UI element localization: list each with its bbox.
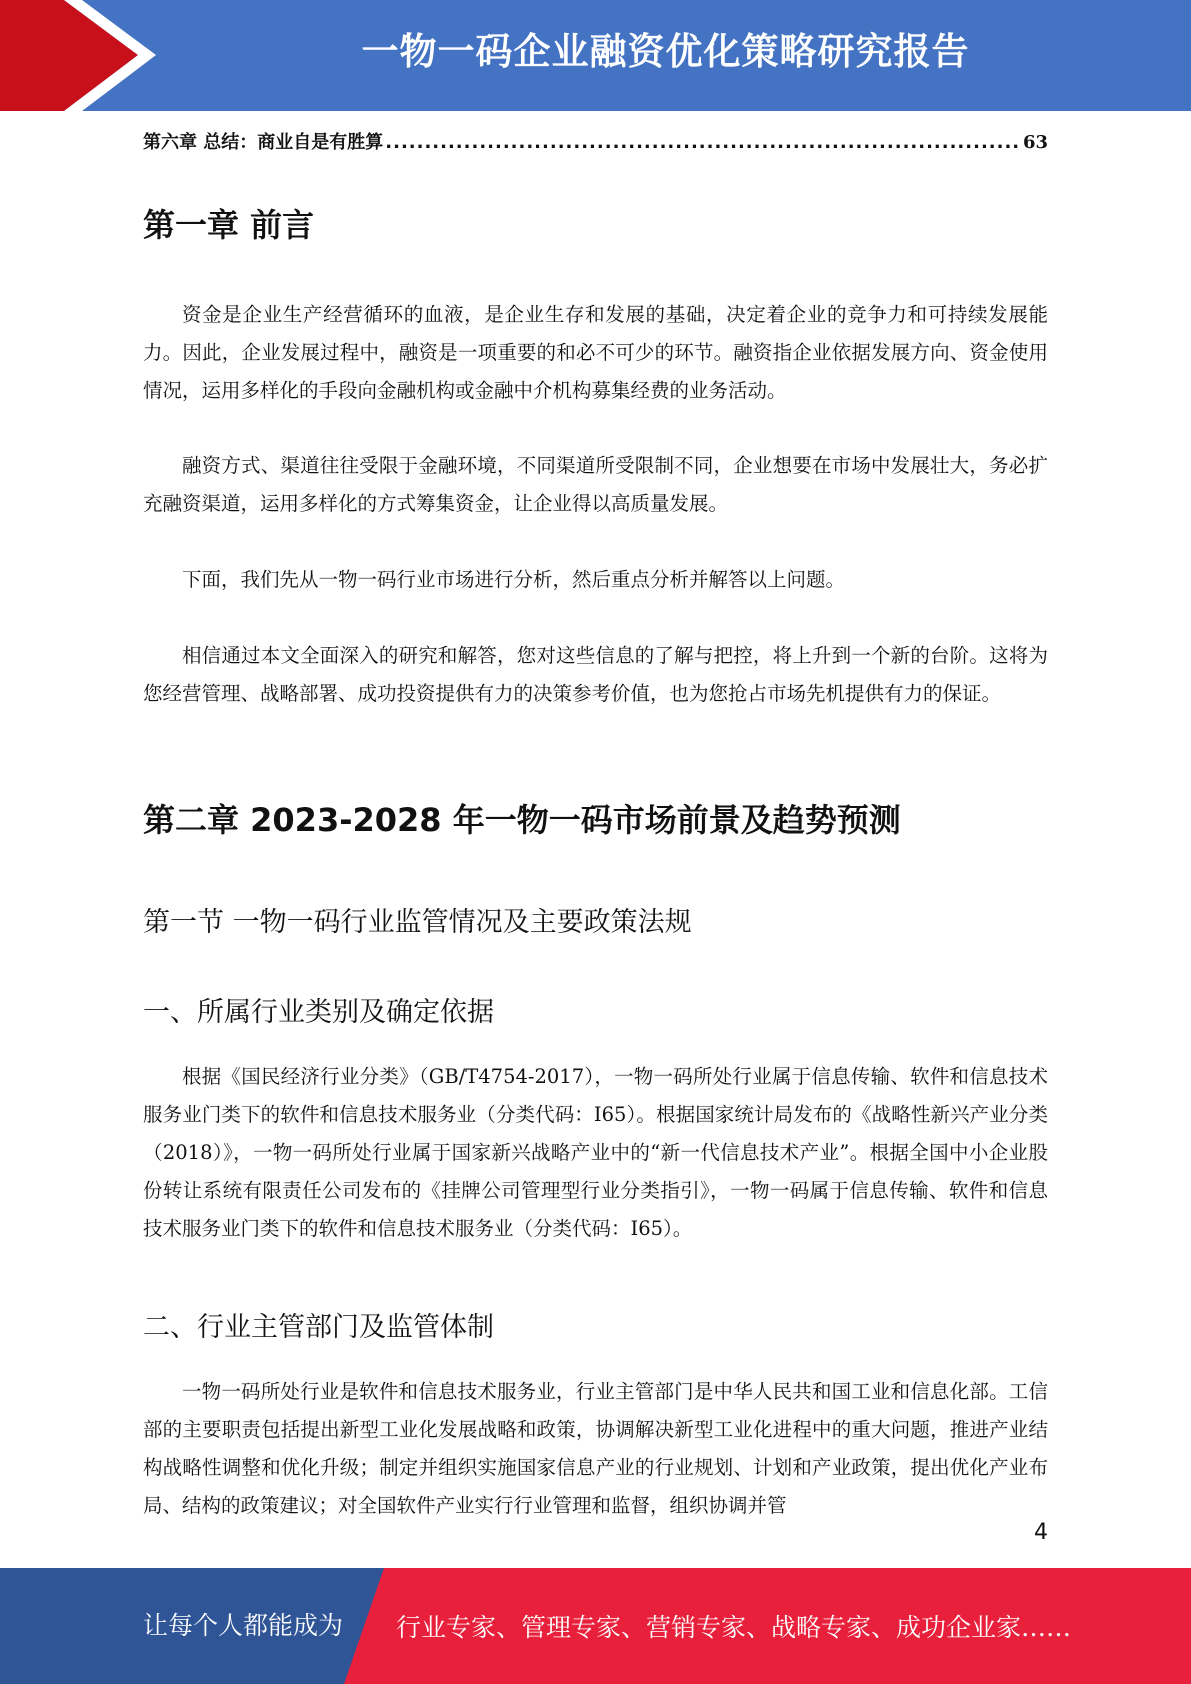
section-1-heading: 第一节 一物一码行业监管情况及主要政策法规 — [143, 907, 692, 938]
subsection-1-heading: 一、所属行业类别及确定依据 — [143, 997, 494, 1028]
header-chevron-decoration — [0, 0, 160, 111]
chapter-1-heading: 第一章 前言 — [143, 206, 315, 244]
chapter-1-paragraph-3: 下面，我们先从一物一码行业市场进行分析，然后重点分析并解答以上问题。 — [182, 568, 846, 591]
toc-entry-page: 63 — [1022, 132, 1048, 153]
subsection-2-heading: 二、行业主管部门及监管体制 — [143, 1312, 494, 1343]
chapter-1-paragraph-1: 资金是企业生产经营循环的血液，是企业生存和发展的基础，决定着企业的竞争力和可持续发展能力。因此，企业发展过程中，融资是一项重要的和必不可少的环节。融资指企业依据发展方向、资金使用情况，运用多样化的手段向金融机构或金融中介机构募集经费的业务活动。 — [143, 303, 1048, 402]
page-footer — [0, 1568, 1191, 1684]
chapter-2-heading: 第二章 2023-2028 年一物一码市场前景及趋势预测 — [143, 801, 901, 839]
page-header — [0, 0, 1191, 111]
footer-slogan-right: 行业专家、管理专家、营销专家、战略专家、成功企业家…… — [396, 1613, 1072, 1642]
footer-slogan-left: 让每个人都能成为 — [143, 1611, 344, 1640]
toc-entry[interactable] — [143, 128, 1048, 158]
chapter-1-paragraph-2: 融资方式、渠道往往受限于金融环境，不同渠道所受限制不同，企业想要在市场中发展壮大，务必扩充融资渠道，运用多样化的方式筹集资金，让企业得以高质量发展。 — [143, 454, 1048, 515]
subsection-1-paragraph: 根据《国民经济行业分类》（GB/T4754-2017），一物一码所处行业属于信息传输、软件和信息技术服务业门类下的软件和信息技术服务业（分类代码：I65）。根据国家统计局发布的《战略性新兴产业分类（2018）》，一物一码所处行业属于国家新兴战略产业中的“新一代信息技术产业”。根据全国中小企业股份转让系统有限责任公司发布的《挂牌公司管理型行业分类指引》，一物一码属于信息传输、软件和信息技术服务业门类下的软件和信息技术服务业（分类代码：I65）。 — [143, 1065, 1048, 1240]
toc-entry-title: 第六章 总结：商业自是有胜算 — [143, 132, 384, 153]
toc-leader-dots — [385, 132, 1021, 153]
report-title: 一物一码企业融资优化策略研究报告 — [361, 30, 970, 73]
page-number: 4 — [1034, 1520, 1048, 1545]
chapter-1-paragraph-4: 相信通过本文全面深入的研究和解答，您对这些信息的了解与把控，将上升到一个新的台阶。这将为您经营管理、战略部署、成功投资提供有力的决策参考价值，也为您抢占市场先机提供有力的保证。 — [143, 644, 1048, 705]
subsection-2-paragraph: 一物一码所处行业是软件和信息技术服务业，行业主管部门是中华人民共和国工业和信息化部。工信部的主要职责包括提出新型工业化发展战略和政策，协调解决新型工业化进程中的重大问题，推进产业结构战略性调整和优化升级；制定并组织实施国家信息产业的行业规划、计划和产业政策，提出优化产业布局、结构的政策建议；对全国软件产业实行行业管理和监督，组织协调并管 — [143, 1380, 1048, 1517]
